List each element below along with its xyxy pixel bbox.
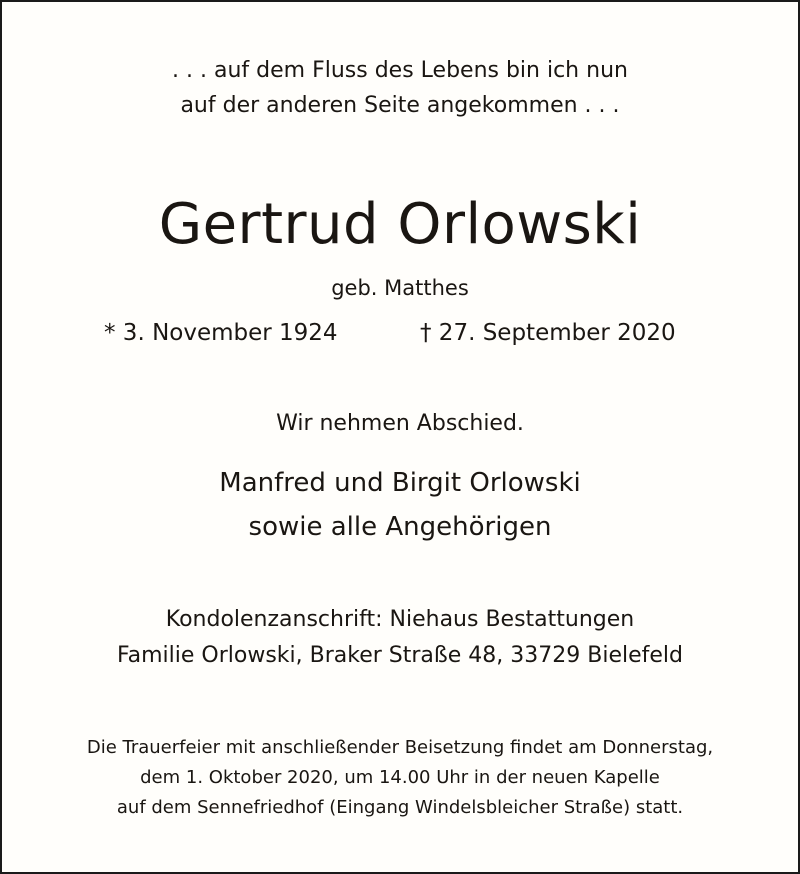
death-date: † 27. September 2020	[420, 320, 676, 346]
condolence-address-line: Familie Orlowski, Braker Straße 48, 33729 Bielefeld	[117, 643, 683, 668]
deceased-name: Gertrud Orlowski	[158, 192, 642, 257]
motto-line: auf der anderen Seite angekommen . . .	[180, 93, 620, 118]
farewell-text: Wir nehmen Abschied.	[276, 411, 524, 436]
mourner-line: Manfred und Birgit Orlowski	[219, 468, 581, 498]
service-info-line: dem 1. Oktober 2020, um 14.00 Uhr in der neuen Kapelle	[140, 767, 660, 788]
maiden-name: geb. Matthes	[331, 276, 469, 300]
motto-line: . . . auf dem Fluss des Lebens bin ich nun	[172, 58, 628, 83]
condolence-address-line: Kondolenzanschrift: Niehaus Bestattungen	[165, 607, 635, 632]
birth-date: * 3. November 1924	[104, 320, 338, 346]
mourner-line: sowie alle Angehörigen	[248, 512, 552, 542]
service-info-line: auf dem Sennefriedhof (Eingang Windelsbleicher Straße) statt.	[116, 797, 684, 818]
life-dates	[2, 320, 798, 352]
service-info-line: Die Trauerfeier mit anschließender Beisetzung findet am Donnerstag,	[86, 737, 714, 758]
